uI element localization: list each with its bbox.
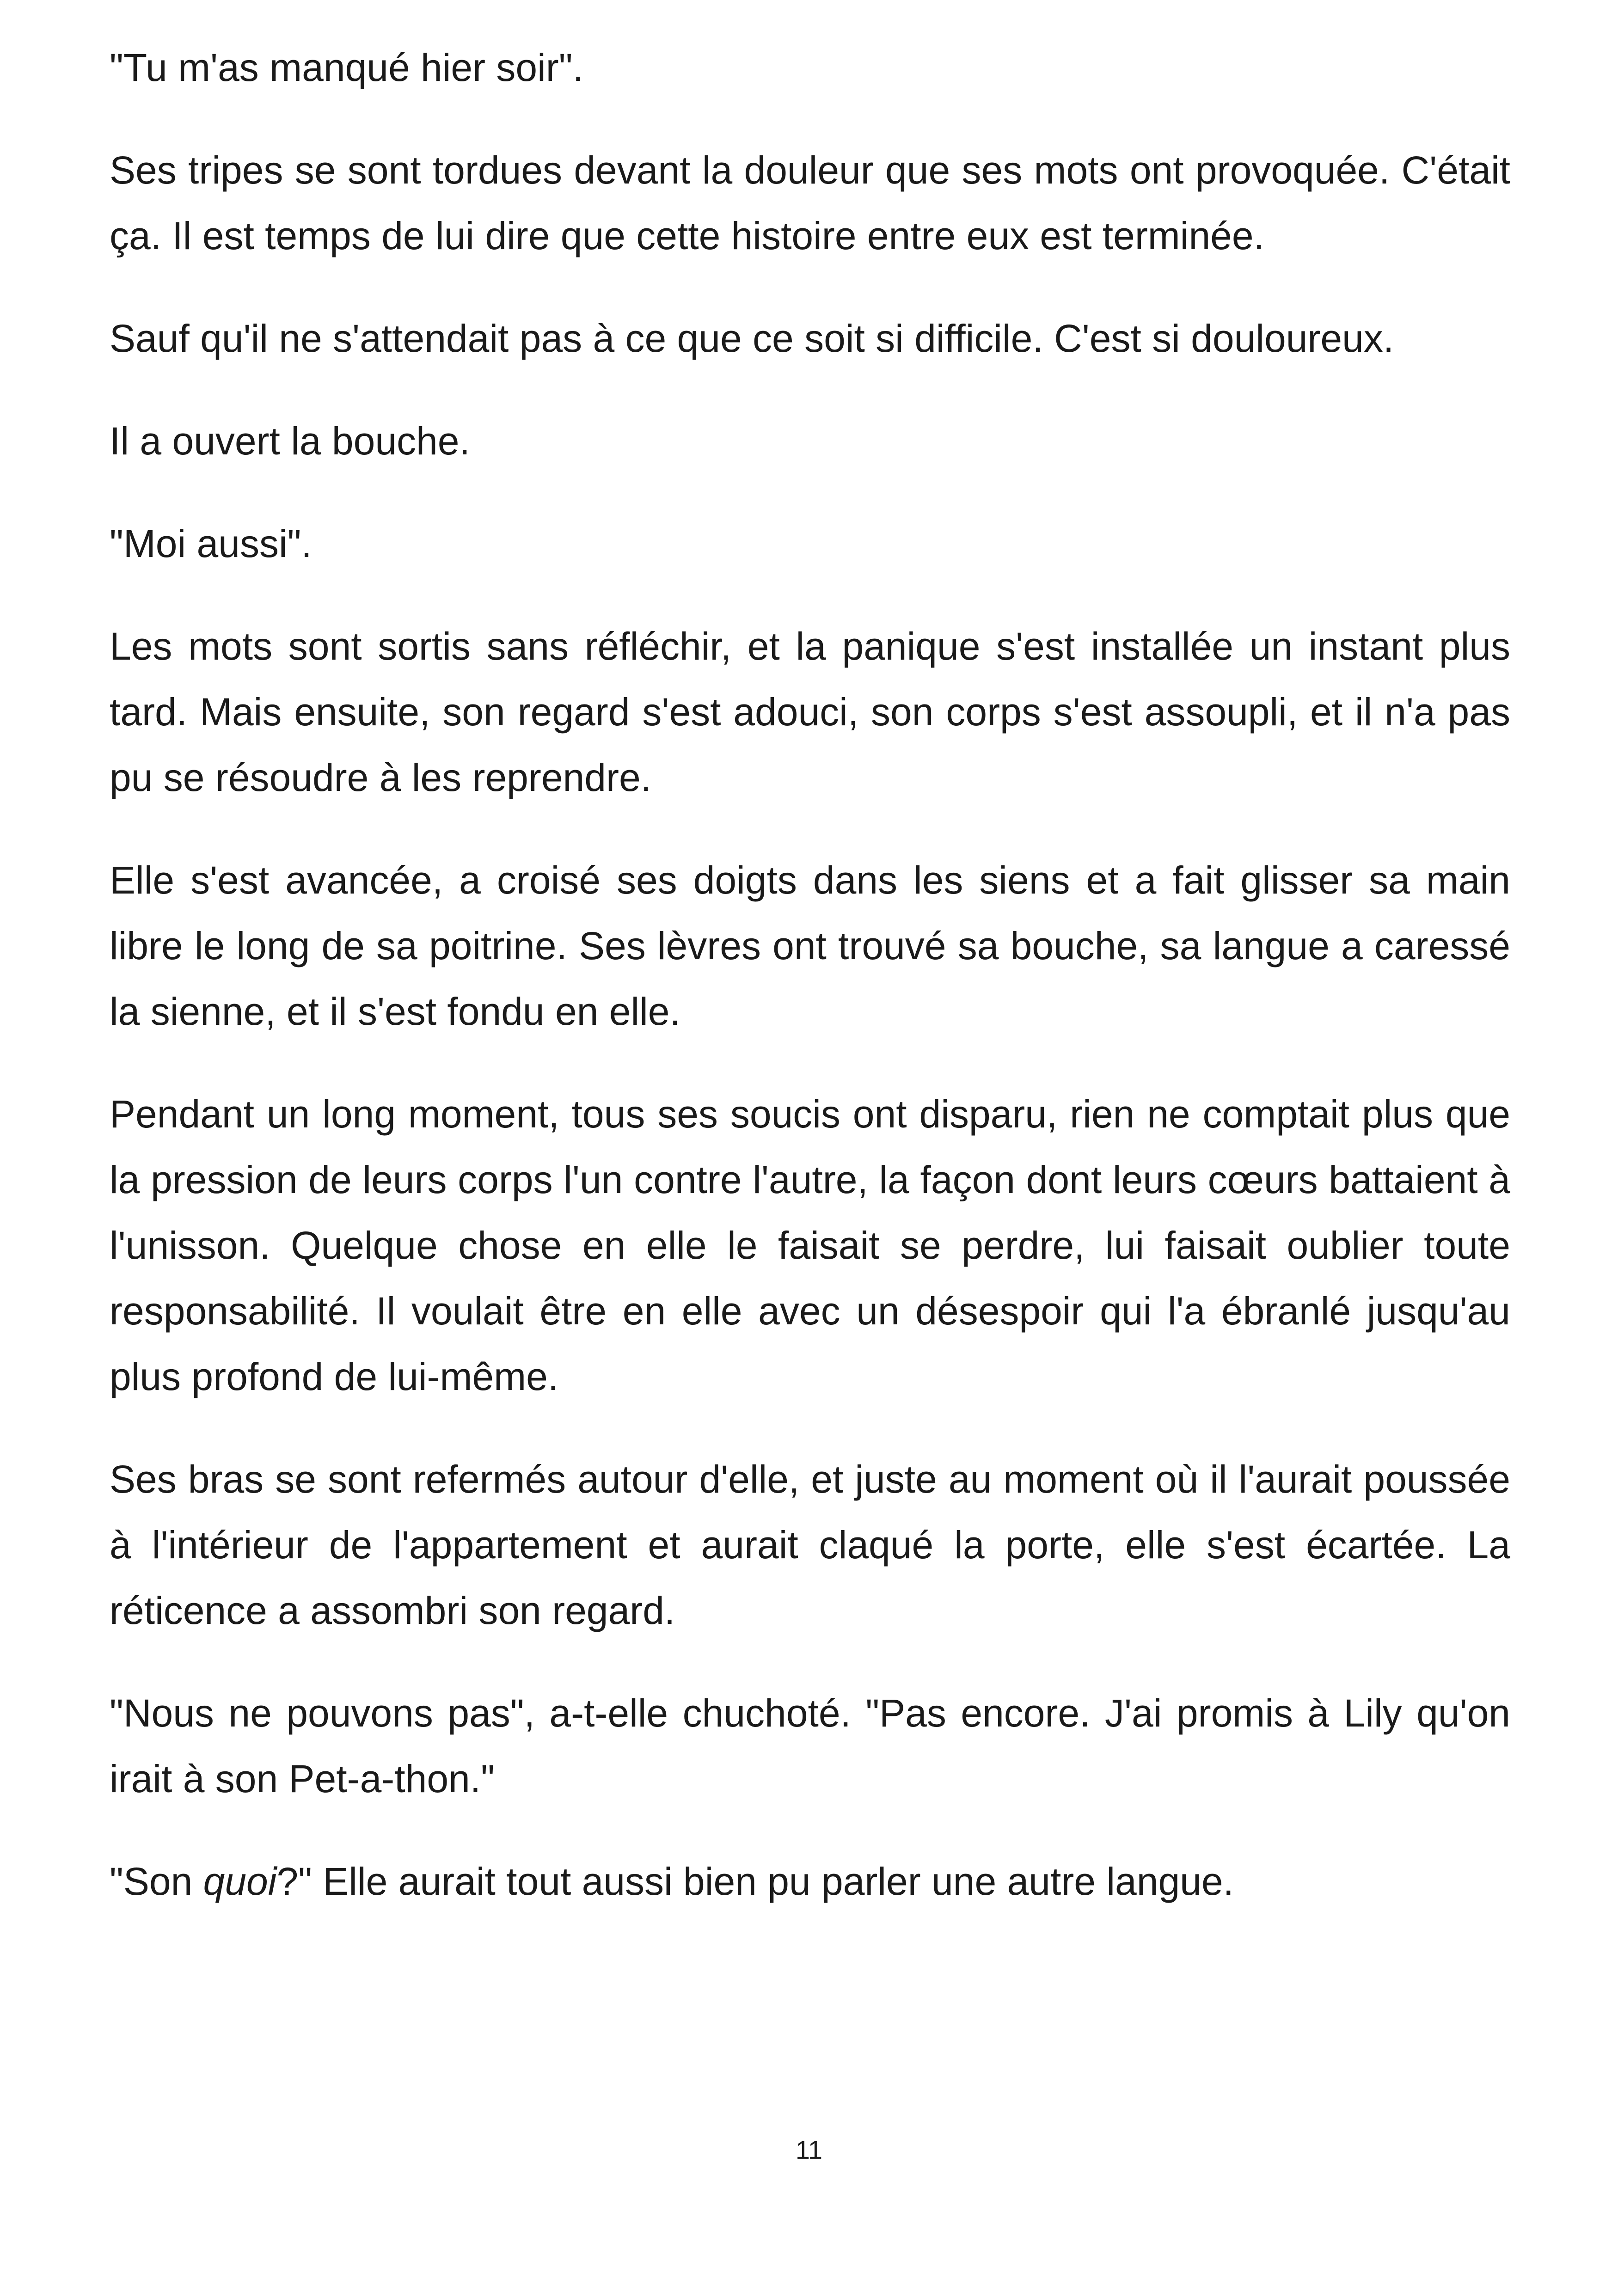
body-text (110, 35, 1510, 1951)
text-segment: "Son (110, 1860, 203, 1903)
text-segment: ?" Elle aurait tout aussi bien pu parler une autre langue. (276, 1860, 1234, 1903)
paragraph: Sauf qu'il ne s'attendait pas à ce que ce soit si difficile. C'est si douloureux. (110, 317, 1394, 360)
page-number: 11 (795, 2135, 823, 2164)
paragraph: "Moi aussi". (110, 522, 312, 565)
paragraph: Ses tripes se sont tordues devant la douleur que ses mots ont provoquée. C'était ça. Il est temps de lui dire que cette histoire entre eux est terminée. (110, 148, 1510, 257)
paragraph: Elle s'est avancée, a croisé ses doigts dans les siens et a fait glisser sa main libre le long de sa poitrine. Ses lèvres ont trouvé sa bouche, sa langue a caressé la sienne, et il s'est fondu en elle. (110, 858, 1510, 1033)
paragraph: Il a ouvert la bouche. (110, 419, 470, 463)
paragraph: "Tu m'as manqué hier soir". (110, 46, 583, 89)
paragraph: Ses bras se sont refermés autour d'elle, et juste au moment où il l'aurait poussée à l'intérieur de l'appartement et aurait claqué la porte, elle s'est écartée. La réticence a assombri son regard. (110, 1457, 1510, 1632)
italic-emphasis: quoi (203, 1860, 277, 1903)
paragraph-last (110, 1849, 1510, 1914)
paragraph: Les mots sont sortis sans réfléchir, et la panique s'est installée un instant plus tard. Mais ensuite, son regard s'est adouci, son corps s'est assoupli, et il n'a pas pu se résoudre à les reprendre. (110, 625, 1510, 799)
paragraph: Pendant un long moment, tous ses soucis ont disparu, rien ne comptait plus que la pression de leurs corps l'un contre l'autre, la façon dont leurs cœurs battaient à l'unisson. Quelque chose en elle le faisait se perdre, lui faisait oublier toute responsabilité. Il voulait être en elle avec un désespoir qui l'a ébranlé jusqu'au plus profond de lui-même. (110, 1092, 1510, 1398)
paragraph: "Nous ne pouvons pas", a-t-elle chuchoté. "Pas encore. J'ai promis à Lily qu'on irait à son Pet-a-thon." (110, 1691, 1510, 1800)
